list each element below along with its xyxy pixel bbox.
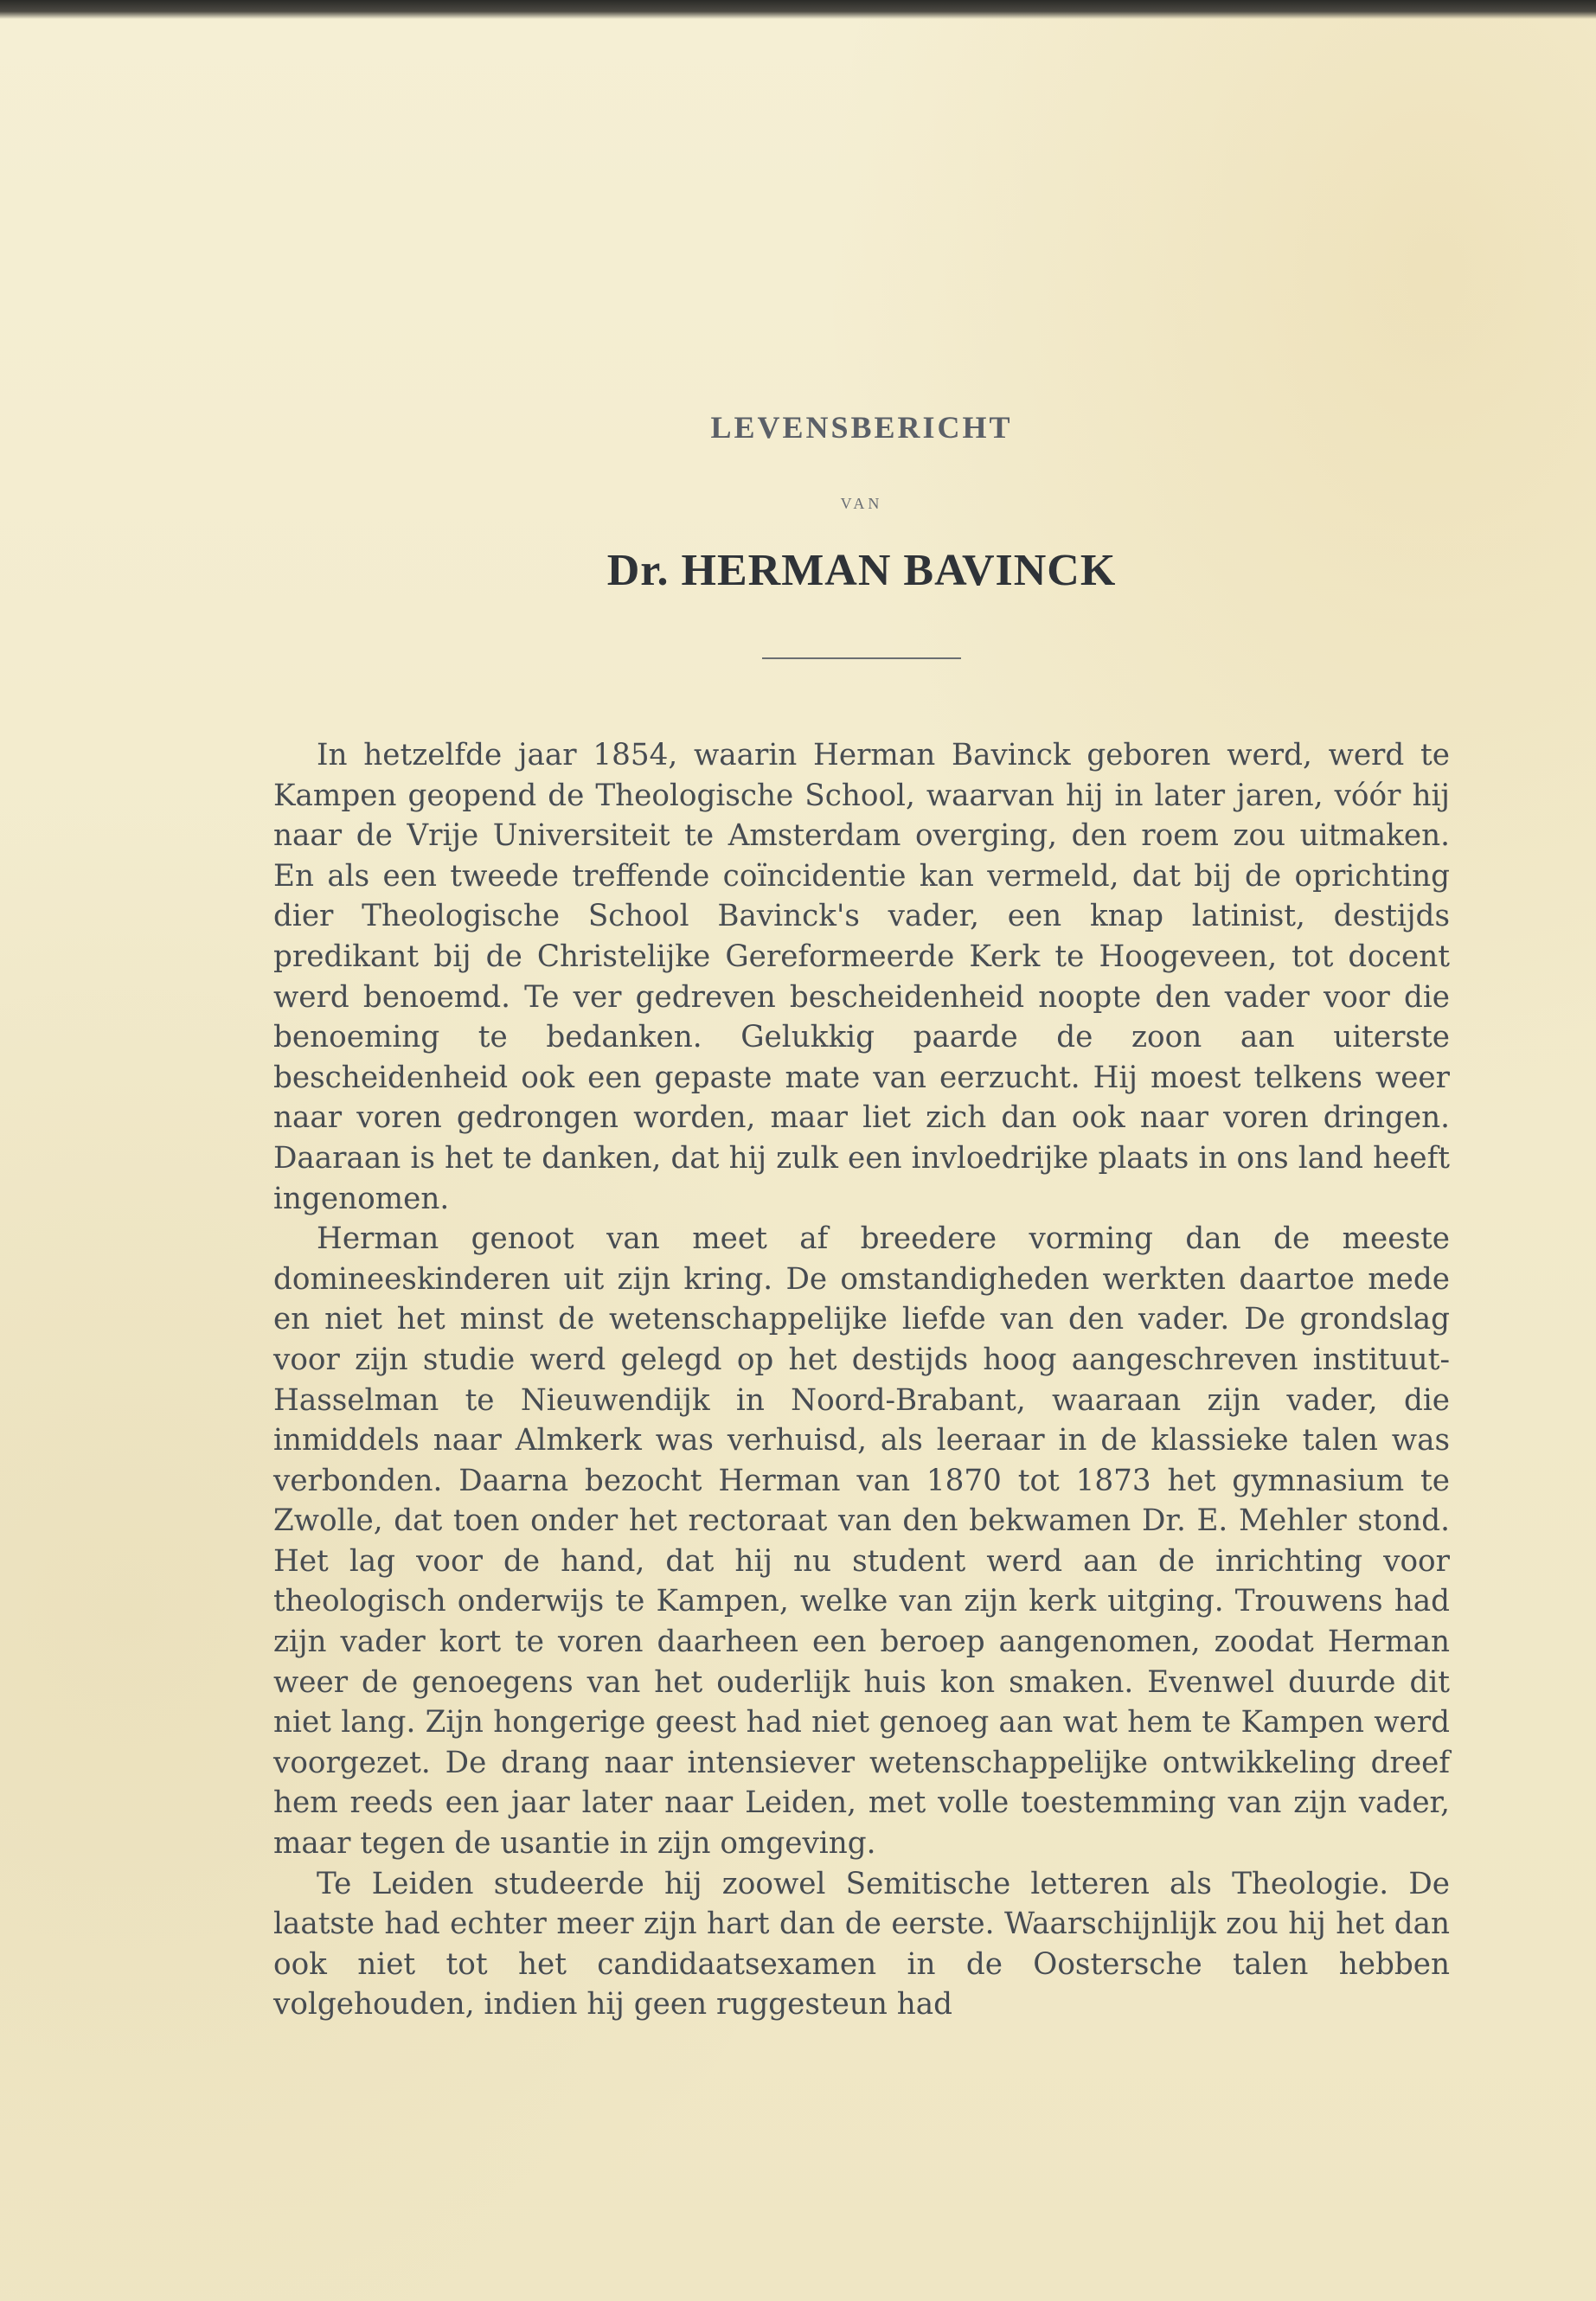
body-text [273,735,1450,2025]
document-subheading: VAN [840,495,883,512]
document-heading: LEVENSBERICHT [710,410,1013,445]
paragraph-2: Herman genoot van meet af breedere vorming dan de meeste domineeskinderen uit zijn kring. De omstandigheden werkten daartoe mede en niet het minst de wetenschappelijke liefde van den vader. De grondslag voor zijn studie werd gelegd op het destijds hoog aangeschreven instituut-Hasselman te Nieuwendijk in Noord-Brabant, waaraan zijn vader, die inmiddels naar Almkerk was verhuisd, als leeraar in de klassieke talen was verbonden. Daarna bezocht Herman van 1870 tot 1873 het gymnasium te Zwolle, dat toen onder het rectoraat van den bekwamen Dr. E. Mehler stond. Het lag voor de hand, dat hij nu student werd aan de inrichting voor theologisch onderwijs te Kampen, welke van zijn kerk uitging. Trouwens had zijn vader kort te voren daarheen een beroep aangenomen, zoodat Herman weer de genoegens van het ouderlijk huis kon smaken. Evenwel duurde dit niet lang. Zijn hongerige geest had niet genoeg aan wat hem te Kampen werd voorgezet. De drang naar intensiever wetenschappelijke ontwikkeling dreef hem reeds een jaar later naar Leiden, met volle toestemming van zijn vader, maar tegen de usantie in zijn omgeving. [273,1221,1450,1862]
paragraph-1: In hetzelfde jaar 1854, waarin Herman Bavinck geboren werd, werd te Kampen geopend de Theologische School, waarvan hij in later jaren, vóór hij naar de Vrije Universiteit te Amsterdam overging, den roem zou uitmaken. En als een tweede treffende coïncidentie kan vermeld, dat bij de oprichting dier Theologische School Bavinck's vader, een knap latinist, destijds predikant bij de Christelijke Gereformeerde Kerk te Hoogeveen, tot docent werd benoemd. Te ver gedreven bescheidenheid noopte den vader voor die benoeming te bedanken. Gelukkig paarde de zoon aan uiterste bescheidenheid ook een gepaste mate van eerzucht. Hij moest telkens weer naar voren gedrongen worden, maar liet zich dan ook naar voren dringen. Daaraan is het te danken, dat hij zulk een invloedrijke plaats in ons land heeft ingenomen. [273,738,1450,1216]
paragraph-3: Te Leiden studeerde hij zoowel Semitische letteren als Theologie. De laatste had echter meer zijn hart dan de eerste. Waarschijnlijk zou hij het dan ook niet tot het candidaatsexamen in de Oostersche talen hebben volgehouden, indien hij geen ruggesteun had [273,1866,1450,2022]
page-top-edge-shadow [0,0,1596,19]
title-divider-rule [762,657,961,659]
document-subject-name: Dr. HERMAN BAVINCK [606,546,1117,595]
page-content [273,407,1450,2025]
